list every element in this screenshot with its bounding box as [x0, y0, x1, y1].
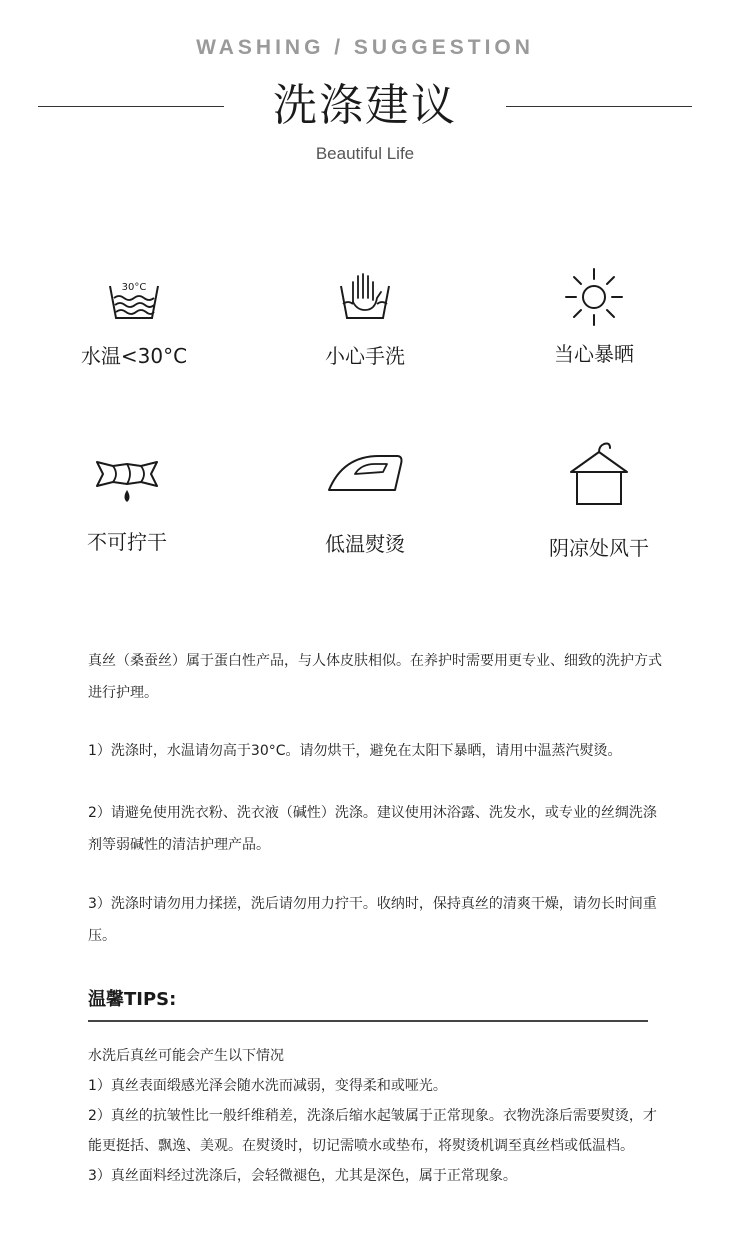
care-step-3: 3）洗涤时请勿用力揉搓，洗后请勿用力拧干。收纳时，保持真丝的清爽干燥，请勿长时间重压。 [88, 896, 657, 944]
care-item-wash-temp [34, 268, 234, 369]
low-iron-icon [325, 450, 405, 500]
page-title: 洗涤建议 [273, 80, 457, 131]
care-label: 小心手洗 [325, 344, 405, 368]
page-subtitle: Beautiful Life [315, 144, 415, 163]
tips-divider [88, 1020, 648, 1022]
care-item-hand-wash [265, 268, 465, 369]
care-label: 水温<30°C [80, 344, 188, 368]
intro-paragraph: 真丝（桑蚕丝）属于蛋白性产品，与人体皮肤相似。在养护时需要用更专业、细致的洗护方式进行护理。 [88, 653, 662, 701]
tips-list [88, 1041, 663, 1191]
care-item-sun [494, 266, 694, 367]
care-step-1: 1）洗涤时，水温请勿高于30°C。请勿烘干，避免在太阳下暴晒，请用中温蒸汽熨烫。 [88, 743, 622, 759]
care-item-hang-dry [499, 436, 699, 561]
care-label: 当心暴晒 [554, 342, 634, 366]
wash-temp-badge: 30°C [121, 282, 147, 293]
tips-heading: 温馨TIPS: [88, 989, 177, 1010]
care-label: 低温熨烫 [325, 532, 405, 556]
tips-item-3: 3）真丝面料经过洗涤后，会轻微褪色，尤其是深色，属于正常现象。 [88, 1168, 517, 1184]
no-wring-icon [91, 450, 163, 510]
care-label: 不可拧干 [87, 530, 167, 554]
header-eyebrow: WASHING / SUGGESTION [196, 36, 534, 59]
tips-intro: 水洗后真丝可能会产生以下情况 [88, 1048, 284, 1064]
sun-icon [563, 266, 625, 328]
hang-dry-shade-icon [567, 436, 631, 508]
care-label: 阴凉处风干 [549, 536, 649, 560]
care-item-no-wring [27, 450, 227, 555]
care-item-low-iron [265, 450, 465, 557]
hand-wash-icon [335, 268, 395, 328]
care-step-2: 2）请避免使用洗衣粉、洗衣液（碱性）洗涤。建议使用沐浴露、洗发水，或专业的丝绸洗涤剂等弱碱性的清洁护理产品。 [88, 805, 657, 853]
wash-30c-icon [104, 268, 164, 328]
tips-item-2: 2）真丝的抗皱性比一般纤维稍差，洗涤后缩水起皱属于正常现象。衣物洗涤后需要熨烫，才能更挺括、飘逸、美观。在熨烫时，切记需喷水或垫布，将熨烫机调至真丝档或低温档。 [88, 1108, 657, 1154]
tips-item-1: 1）真丝表面缎感光泽会随水洗而减弱，变得柔和或哑光。 [88, 1078, 447, 1094]
